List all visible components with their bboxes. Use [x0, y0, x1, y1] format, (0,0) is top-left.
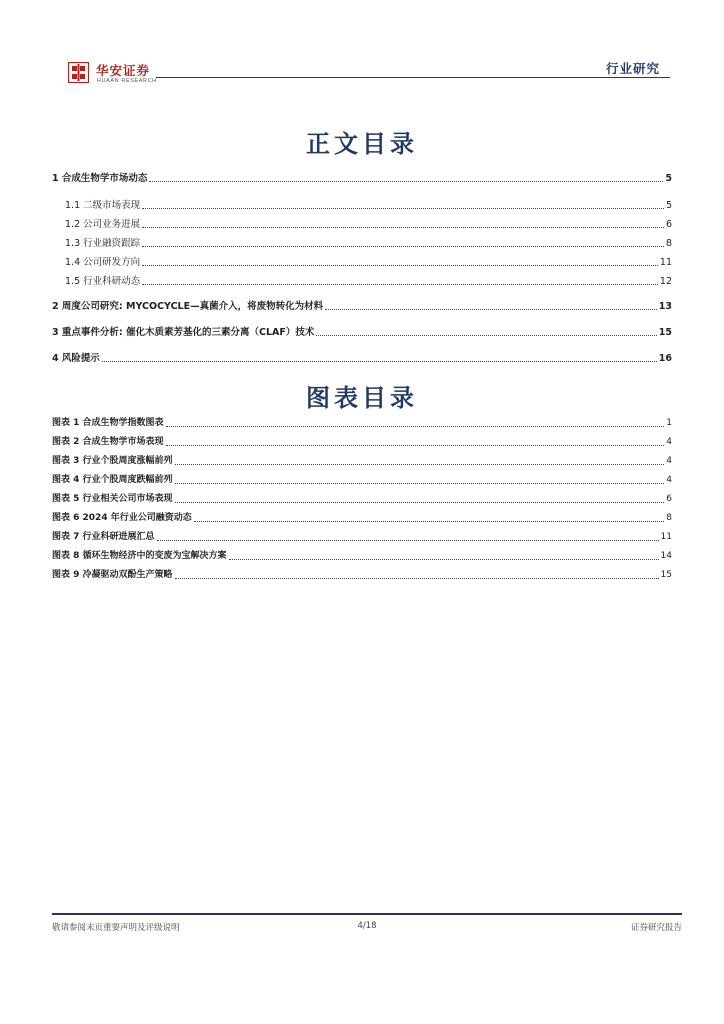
disclaimer-note: 敬请参阅末页重要声明及评级说明 [52, 923, 180, 933]
dot-leader [175, 483, 665, 484]
toc-entry-label: 1.3 行业融资跟踪 [65, 238, 141, 249]
page-header [60, 58, 670, 92]
toc-entry-page: 15 [658, 327, 672, 338]
toc-entry-page: 13 [658, 301, 672, 312]
figure-entry-label: 图表 5 行业相关公司市场表现 [52, 494, 173, 504]
toc-entry-label: 1 合成生物学市场动态 [52, 173, 148, 184]
toc-entry-page: 16 [658, 353, 672, 364]
figure-entry-label: 图表 6 2024 年行业公司融资动态 [52, 513, 192, 523]
toc-entry-page: 8 [665, 238, 672, 249]
figure-entry[interactable] [52, 528, 672, 543]
toc-entry-label: 4 风险提示 [52, 353, 100, 364]
dot-leader [175, 464, 665, 465]
figure-entry-page: 11 [660, 532, 672, 542]
dot-leader [175, 502, 665, 503]
figure-entry[interactable] [52, 509, 672, 524]
figure-entry-page: 6 [666, 494, 672, 504]
figure-entry[interactable] [52, 490, 672, 505]
toc-entry[interactable] [65, 234, 672, 249]
figure-entry-label: 图表 1 合成生物学指数图表 [52, 418, 164, 428]
toc-entry-label: 2 周度公司研究: MYCOCYCLE—真菌介入，将废物转化为材料 [52, 301, 324, 312]
figure-entry[interactable] [52, 566, 672, 581]
figure-list-title: 图表目录 [306, 383, 418, 412]
toc-entry[interactable] [52, 297, 672, 312]
dot-leader [229, 559, 659, 560]
toc-entry-label: 1.2 公司业务进展 [65, 219, 141, 230]
figure-entry[interactable] [52, 471, 672, 486]
figure-entry-page: 4 [666, 475, 672, 485]
figure-entry-label: 图表 4 行业个股周度跌幅前列 [52, 475, 173, 485]
logo-subtext: HUAAN RESEARCH [97, 78, 157, 84]
figure-entry-label: 图表 9 冷凝驱动双酚生产策略 [52, 570, 173, 580]
dot-leader [166, 426, 665, 427]
dot-leader [142, 265, 658, 266]
toc-entry[interactable] [52, 323, 672, 338]
toc-entry[interactable] [65, 196, 672, 211]
logo-text: 华安证券 [96, 63, 151, 78]
dot-leader [157, 540, 659, 541]
toc-entry-label: 1.4 公司研发方向 [65, 257, 141, 268]
dot-leader [142, 246, 664, 247]
toc-entry[interactable] [65, 272, 672, 287]
figure-entry-page: 4 [666, 456, 672, 466]
dot-leader [175, 578, 659, 579]
figure-entry[interactable] [52, 452, 672, 467]
figure-entry-label: 图表 2 合成生物学市场表现 [52, 437, 164, 447]
figure-entry[interactable] [52, 414, 672, 429]
dot-leader [142, 227, 664, 228]
huaan-logo-icon [68, 62, 89, 83]
figure-entry-label: 图表 7 行业科研进展汇总 [52, 532, 155, 542]
toc-entry[interactable] [65, 253, 672, 268]
figure-entry[interactable] [52, 547, 672, 562]
toc-entry[interactable] [52, 169, 672, 184]
figure-entry-label: 图表 3 行业个股周度涨幅前列 [52, 456, 173, 466]
toc-entry-page: 5 [665, 173, 672, 184]
toc-entry-page: 12 [659, 276, 672, 287]
dot-leader [166, 445, 665, 446]
toc-entry-label: 1.1 二级市场表现 [65, 200, 141, 211]
report-label: 证券研究报告 [630, 923, 682, 933]
figure-entry-page: 15 [660, 570, 672, 580]
toc-entry-page: 6 [665, 219, 672, 230]
page-number: 4/18 [357, 921, 377, 931]
figure-entry-label: 图表 8 循环生物经济中的变废为宝解决方案 [52, 551, 227, 561]
toc-entry-page: 5 [665, 200, 672, 211]
toc-entry[interactable] [65, 215, 672, 230]
dot-leader [142, 208, 664, 209]
figure-entry-page: 4 [666, 437, 672, 447]
toc-entry[interactable] [52, 349, 672, 364]
toc-title: 正文目录 [306, 129, 418, 158]
dot-leader [316, 335, 656, 336]
figure-entry[interactable] [52, 433, 672, 448]
figure-entry-page: 14 [660, 551, 672, 561]
toc-entry-page: 11 [659, 257, 672, 268]
dot-leader [149, 181, 663, 182]
dot-leader [102, 361, 657, 362]
footer-divider [52, 913, 682, 915]
report-type-tag: 行业研究 [605, 61, 660, 76]
dot-leader [194, 521, 665, 522]
toc-entry-label: 3 重点事件分析: 催化木质素芳基化的三素分离（CLAF）技术 [52, 327, 315, 338]
figure-entry-page: 8 [666, 513, 672, 523]
figure-entry-page: 1 [666, 418, 672, 428]
dot-leader [142, 284, 658, 285]
header-divider [156, 77, 670, 78]
dot-leader [325, 309, 657, 310]
toc-entry-label: 1.5 行业科研动态 [65, 276, 141, 287]
